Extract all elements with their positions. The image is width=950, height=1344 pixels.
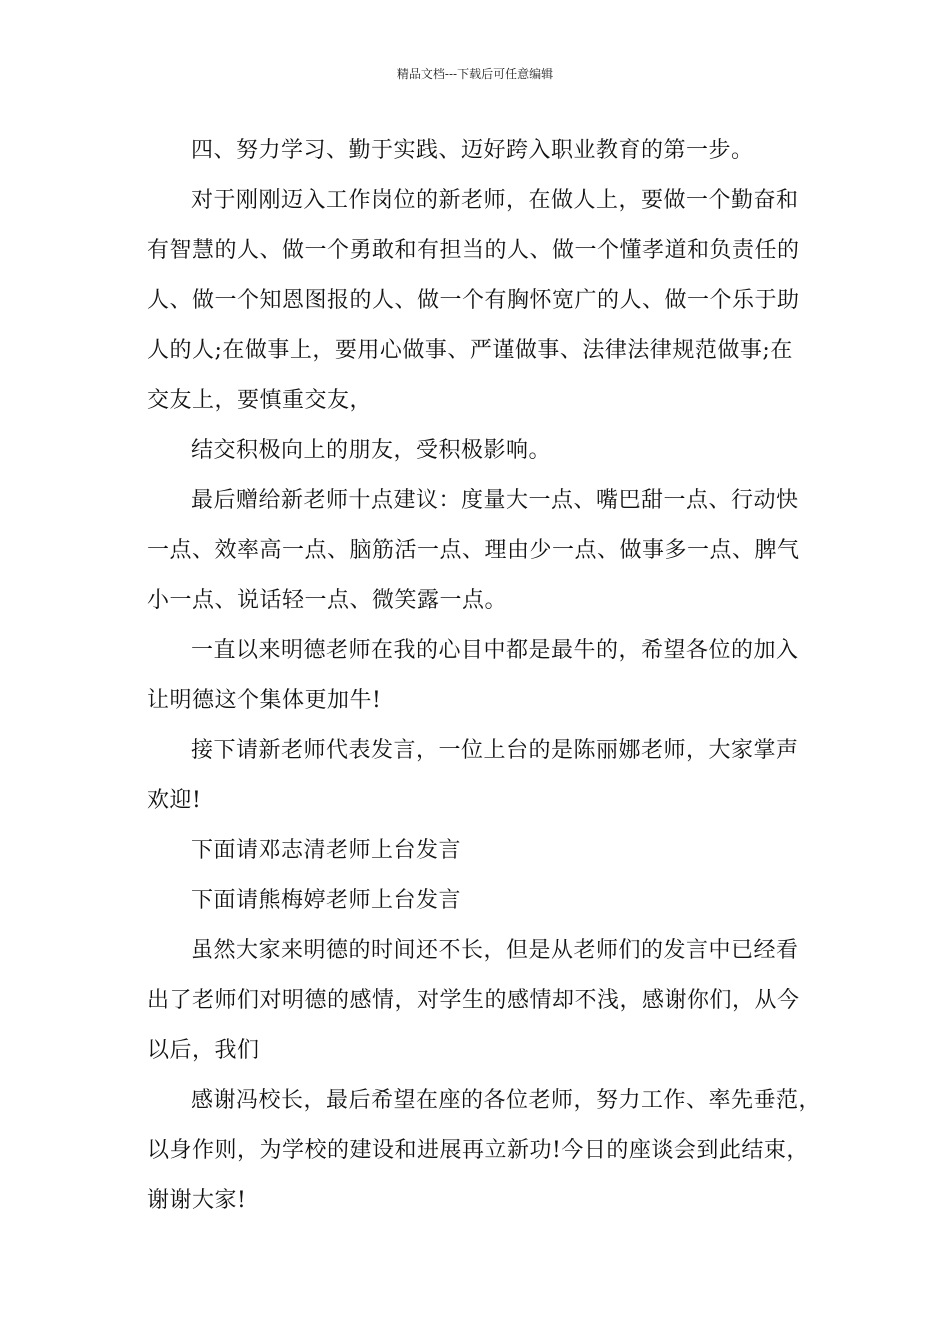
text-line: 以身作则，为学校的建设和进展再立新功!今日的座谈会到此结束， xyxy=(147,1138,809,1163)
document-body xyxy=(147,126,827,1226)
text-line: 四、努力学习、勤于实践、迈好跨入职业教育的第一步。 xyxy=(191,138,754,163)
paragraph xyxy=(147,726,827,826)
text-line: 接下请新老师代表发言，一位上台的是陈丽娜老师，大家掌声 xyxy=(191,738,799,763)
text-line: 交友上，要慎重交友， xyxy=(147,388,373,413)
text-line: 出了老师们对明德的感情，对学生的感情却不浅，感谢你们，从今 xyxy=(147,988,800,1013)
text-line: 最后赠给新老师十点建议：度量大一点、嘴巴甜一点、行动快 xyxy=(191,488,799,513)
text-line: 虽然大家来明德的时间还不长，但是从老师们的发言中已经看 xyxy=(191,938,799,963)
paragraph xyxy=(147,626,827,726)
paragraph xyxy=(147,926,827,1076)
paragraph xyxy=(147,176,827,426)
paragraph xyxy=(147,476,827,626)
text-line: 以后，我们 xyxy=(147,1038,260,1063)
text-line: 有智慧的人、做一个勇敢和有担当的人、做一个懂孝道和负责任的 xyxy=(147,238,800,263)
text-line: 欢迎! xyxy=(147,788,202,813)
paragraph xyxy=(147,876,827,926)
text-line: 人、做一个知恩图报的人、做一个有胸怀宽广的人、做一个乐于助 xyxy=(147,288,800,313)
page-header: 精品文档---下载后可任意编辑 xyxy=(396,67,554,81)
text-line: 让明德这个集体更加牛! xyxy=(147,688,382,713)
paragraph xyxy=(147,126,827,176)
text-line: 一点、效率高一点、脑筋活一点、理由少一点、做事多一点、脾气 xyxy=(147,538,800,563)
text-line: 下面请熊梅婷老师上台发言 xyxy=(191,888,462,913)
text-line: 人的人;在做事上，要用心做事、严谨做事、法律法律规范做事;在 xyxy=(147,338,793,363)
text-line: 对于刚刚迈入工作岗位的新老师，在做人上，要做一个勤奋和 xyxy=(191,188,799,213)
paragraph xyxy=(147,1076,827,1226)
text-line: 下面请邓志清老师上台发言 xyxy=(191,838,462,863)
text-line: 结交积极向上的朋友，受积极影响。 xyxy=(191,438,552,463)
text-line: 小一点、说话轻一点、微笑露一点。 xyxy=(147,588,508,613)
text-line: 谢谢大家! xyxy=(147,1188,247,1213)
paragraph xyxy=(147,826,827,876)
text-line: 一直以来明德老师在我的心目中都是最牛的，希望各位的加入 xyxy=(191,638,799,663)
paragraph xyxy=(147,426,827,476)
text-line: 感谢冯校长，最后希望在座的各位老师，努力工作、率先垂范， xyxy=(191,1088,822,1113)
